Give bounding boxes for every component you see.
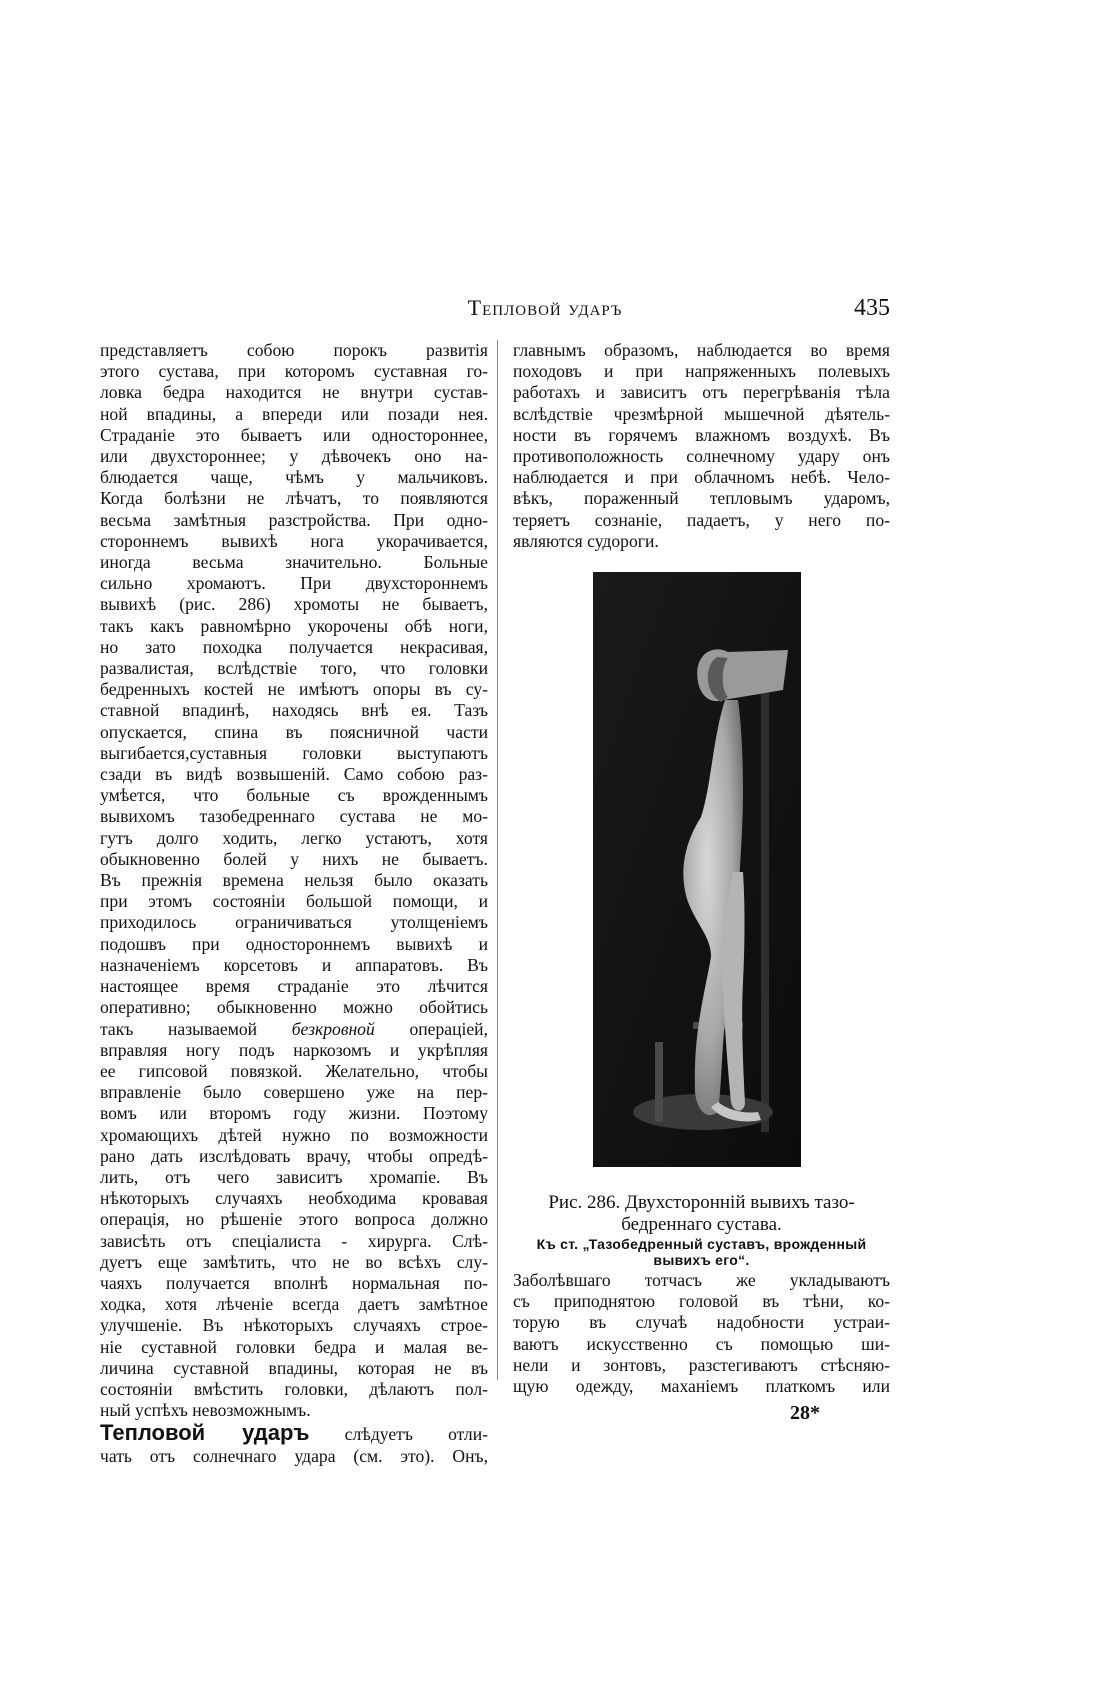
text-line: ваютъ искусственно съ помощью ши- [513, 1333, 890, 1354]
text-line: ніе суставной головки бедра и малая ве- [100, 1336, 488, 1357]
page-number: 435 [854, 295, 890, 321]
text-line: операція, но рѣшеніе этого вопроса должно [100, 1209, 488, 1230]
text-line: ходка, хотя лѣченіе всегда даетъ замѣтное [100, 1294, 488, 1315]
text-line: зависѣть отъ спеціалиста - хирурга. Слѣ- [100, 1230, 488, 1251]
text-fragment: слѣдуетъ отли- [344, 1424, 488, 1445]
text-line: назначеніемъ корсетовъ и аппаратовъ. Въ [100, 954, 488, 975]
text-line: являются судороги. [513, 530, 659, 551]
text-line: стороннемъ вывихѣ нога укорачивается, [100, 530, 488, 551]
figure-photo [593, 572, 801, 1167]
text-line: торую въ случаѣ надобности устраи- [513, 1312, 890, 1333]
text-line: вправленіе было совершено уже на пер- [100, 1082, 488, 1103]
text-line: этого сустава, при которомъ суставная го- [100, 361, 488, 382]
text-line: вправляя ногу подъ наркозомъ и укрѣпляя [100, 1039, 488, 1060]
text-line: гутъ долго ходить, легко устаютъ, хотя [100, 827, 488, 848]
text-line: подошвъ при одностороннемъ вывихѣ и [100, 933, 488, 954]
text-line: приходилось ограничиваться утолщеніемъ [100, 912, 488, 933]
italic-term: безкровной [291, 1018, 375, 1039]
entry-term: Тепловой ударъ [100, 1421, 310, 1446]
text-line: настоящее время страданіе это лѣчится [100, 976, 488, 997]
text-line: сильно хромаютъ. При двухстороннемъ [100, 573, 488, 594]
text-line: но зато походка получается некрасивая, [100, 636, 488, 657]
text-line: или двухстороннее; у дѣвочекъ оно на- [100, 446, 488, 467]
text-line-with-italic [100, 1019, 488, 1040]
text-line: чаяхъ получается вполнѣ нормальная по- [100, 1272, 488, 1293]
text-line: главнымъ образомъ, наблюдается во время [513, 340, 890, 360]
text-line: вслѣдствіе чрезмѣрной мышечной дѣятель- [513, 403, 890, 424]
text-line: личина суставной впадины, которая не въ [100, 1357, 488, 1378]
text-line: развалистая, вслѣдствіе того, что головки [100, 658, 488, 679]
text-fragment: такъ называемой [100, 1018, 258, 1039]
photo-illustration [593, 572, 801, 1167]
text-line: чать отъ солнечнаго удара (см. это). Онъ, [100, 1446, 488, 1467]
text-line: состояніи вмѣстить головки, дѣлаютъ пол- [100, 1378, 488, 1399]
text-line: ной впадины, а впереди или позади нея. [100, 403, 488, 424]
text-line: представляетъ собою порокъ развитія [100, 340, 488, 360]
text-line: дуетъ еще замѣтить, что не во всѣхъ слу- [100, 1251, 488, 1272]
caption-reference: Къ ст. „Тазобедренный суставъ, врожденный [536, 1236, 867, 1252]
figure-caption [513, 1192, 890, 1268]
text-line: ности въ горячемъ влажномъ воздухѣ. Въ [513, 424, 890, 445]
text-line: весьма замѣтныя разстройства. При одно- [100, 509, 488, 530]
caption-title-cont: бедреннаго сустава. [621, 1214, 782, 1235]
text-line: нели и зонтовъ, разстегиваютъ стѣсняю- [513, 1354, 890, 1375]
text-line: блюдается чаще, чѣмъ у мальчиковъ. [100, 467, 488, 488]
text-line: теряетъ сознаніе, падаетъ, у него по- [513, 509, 890, 530]
running-title: Тепловой ударъ [467, 295, 623, 320]
caption-title: Рис. 286. Двухсторонній вывихъ тазо- [548, 1192, 855, 1213]
text-line: походовъ и при напряженныхъ полевыхъ [513, 361, 890, 382]
text-line: опускается, спина въ поясничной части [100, 721, 488, 742]
text-line: вѣкъ, пораженный тепловымъ ударомъ, [513, 488, 890, 509]
text-line: Страданіе это бываетъ или одностороннее, [100, 424, 488, 445]
text-line: Въ прежнія времена нельзя было оказать [100, 870, 488, 891]
text-line: нѣкоторыхъ случаяхъ необходима кровавая [100, 1188, 488, 1209]
text-line: вывихомъ тазобедреннаго сустава не мо- [100, 806, 488, 827]
text-line: щую одежду, маханіемъ платкомъ или [513, 1376, 890, 1397]
text-line: такъ какъ равномѣрно укорочены обѣ ноги, [100, 615, 488, 636]
text-line: улучшеніе. Въ нѣкоторыхъ случаяхъ строе- [100, 1315, 488, 1336]
text-line: работахъ и зависитъ отъ перегрѣванія тѣла [513, 382, 890, 403]
text-line: лить, отъ чего зависитъ хромапіе. Въ [100, 1166, 488, 1187]
printer-signature: 28* [790, 1402, 820, 1424]
text-line: Когда болѣзни не лѣчатъ, то появляются [100, 488, 488, 509]
text-line: Заболѣвшаго тотчасъ же укладываютъ [513, 1270, 890, 1290]
text-line: вомъ или второмъ году жизни. Поэтому [100, 1103, 488, 1124]
text-line: наблюдается и при облачномъ небѣ. Чело- [513, 467, 890, 488]
text-line: ставной впадинѣ, находясь внѣ ея. Тазъ [100, 700, 488, 721]
text-line: при этомъ состояніи большой помощи, и [100, 891, 488, 912]
text-line: вывихѣ (рис. 286) хромоты не бываетъ, [100, 594, 488, 615]
text-line: иногда весьма значительно. Больные [100, 552, 488, 573]
text-line: умѣется, что больные съ врожденнымъ [100, 785, 488, 806]
caption-reference-cont: вывихъ его“. [653, 1252, 750, 1268]
entry-heading-line [100, 1421, 488, 1446]
text-line: противоположность солнечному удару онъ [513, 446, 890, 467]
text-line: съ приподнятою головой въ тѣни, ко- [513, 1291, 890, 1312]
right-column [513, 340, 890, 552]
text-line: ловка бедра находится не внутри сустав- [100, 382, 488, 403]
text-line: рано дать изслѣдовать врачу, чтобы опредѣ- [100, 1145, 488, 1166]
left-column [100, 340, 488, 1468]
text-line: ее гипсовой повязкой. Желательно, чтобы [100, 1060, 488, 1081]
text-fragment: операціей, [409, 1018, 488, 1039]
text-line: ный успѣхъ невозможнымъ. [100, 1400, 311, 1421]
text-line: оперативно; обыкновенно можно обойтись [100, 997, 488, 1018]
text-line: сзади въ видѣ возвышеній. Само собою раз- [100, 764, 488, 785]
text-line: хромающихъ дѣтей нужно по возможности [100, 1124, 488, 1145]
text-line: бедренныхъ костей не имѣютъ опоры въ су- [100, 679, 488, 700]
page-header [100, 295, 890, 335]
right-column-continued [513, 1270, 890, 1397]
column-divider [497, 340, 498, 1380]
text-line: обыкновенно болей у нихъ не бываетъ. [100, 848, 488, 869]
text-line: выгибается,суставныя головки выступаютъ [100, 742, 488, 763]
